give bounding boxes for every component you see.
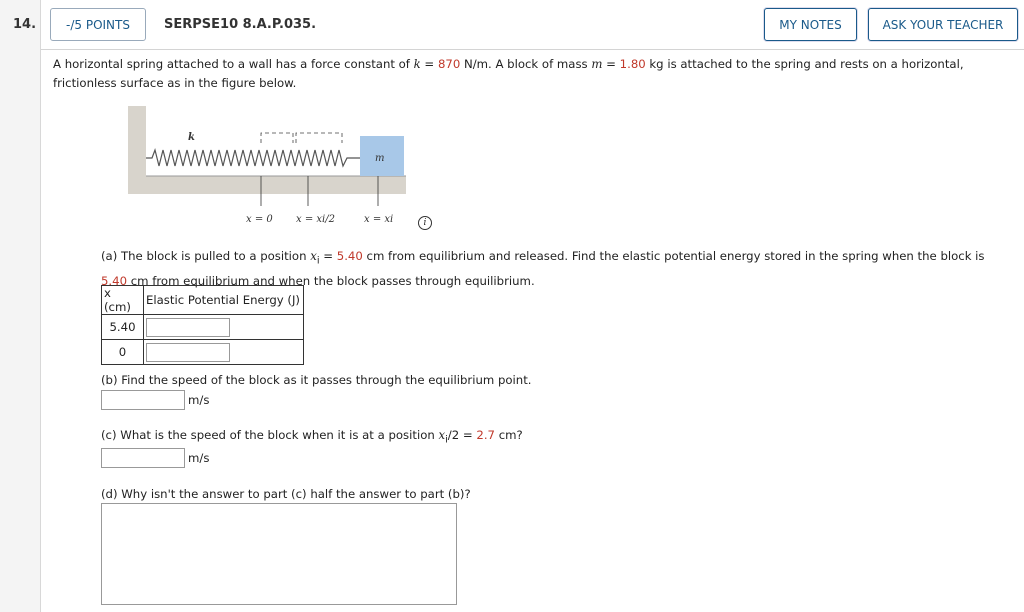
part-a-question: (a) The block is pulled to a position $x_i = 5.40$ cm from equilibrium and released. Find the elastic potential energy stored in the spring when the block is 5.40 cm from equilibrium and when the block passes through equilibrium.: [101, 249, 985, 289]
table-row: [102, 340, 304, 365]
info-icon[interactable]: i: [418, 216, 432, 230]
spring-block-figure: [128, 106, 438, 232]
my-notes-button[interactable]: MY NOTES: [764, 8, 857, 41]
part-d-question: (d) Why isn't the answer to part (c) half the answer to part (b)?: [101, 487, 471, 501]
x-cell: 0: [102, 340, 144, 365]
xi-label: x = xi: [364, 214, 394, 225]
question-header: [41, 0, 1024, 50]
part-c-question: (c) What is the speed of the block when it is at a position $x_i/2 = 2.7$ cm?: [101, 428, 523, 446]
question-number-column: [0, 0, 41, 612]
speed-half-input[interactable]: [101, 448, 185, 468]
xhalf-label: x = xi/2: [296, 214, 335, 225]
table-row: [102, 315, 304, 340]
energy-input[interactable]: [146, 318, 230, 337]
x0-label: x = 0: [246, 214, 273, 225]
col-energy-header: Elastic Potential Energy (J): [144, 286, 304, 315]
part-b-question: (b) Find the speed of the block as it passes through the equilibrium point.: [101, 373, 532, 387]
problem-statement: A horizontal spring attached to a wall has a force constant of k = 870 N/m. A block of mass m = 1.80 kg is attached to the spring and rests on a horizontal, frictionless surface as in the figure below.: [53, 57, 964, 90]
energy-input[interactable]: [146, 343, 230, 362]
unit-label: m/s: [188, 451, 210, 466]
part-c: [101, 428, 523, 468]
question-number: 14.: [13, 17, 37, 32]
speed-equilibrium-input[interactable]: [101, 390, 185, 410]
points-button[interactable]: -/5 POINTS: [50, 8, 146, 41]
part-b: [101, 373, 532, 410]
unit-label: m/s: [188, 393, 210, 407]
spring-constant-label: k: [188, 132, 195, 143]
question-id: SERPSE10 8.A.P.035.: [164, 17, 317, 32]
energy-table: [101, 285, 304, 365]
col-x-header: x (cm): [102, 286, 144, 315]
mass-label: m: [375, 153, 385, 164]
x-cell: 5.40: [102, 315, 144, 340]
explanation-textarea[interactable]: [101, 503, 457, 605]
spring: [146, 150, 360, 166]
ask-teacher-button[interactable]: ASK YOUR TEACHER: [868, 8, 1018, 41]
